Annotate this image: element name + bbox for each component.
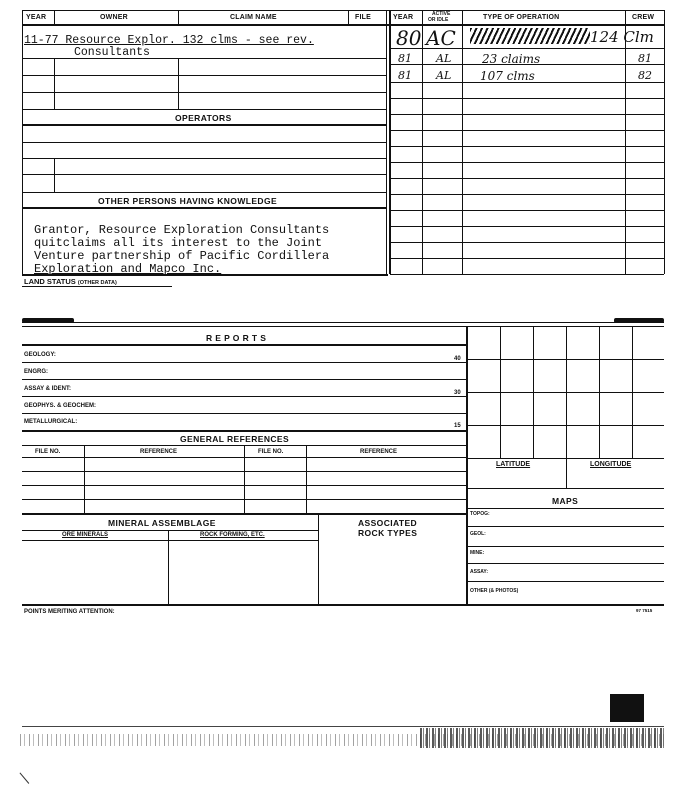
activity-operation: 124 Clm xyxy=(590,28,654,46)
points-meriting-attention-label: POINTS MERITING ATTENTION: xyxy=(24,609,115,615)
map-label: TOPOG: xyxy=(470,511,490,517)
header-file: FILE xyxy=(355,14,371,21)
scribble-strikeout xyxy=(470,28,590,44)
map-label: OTHER (& PHOTOS) xyxy=(470,588,519,594)
report-code: 30 xyxy=(454,390,461,396)
activity-crew: 81 xyxy=(638,52,652,65)
maps-heading: MAPS xyxy=(552,496,579,506)
activity-year: 81 xyxy=(398,52,412,65)
scan-black-mark xyxy=(610,694,644,722)
mineral-assemblage-heading: MINERAL ASSEMBLAGE xyxy=(108,518,216,528)
report-label: GEOPHYS. & GEOCHEM: xyxy=(24,403,97,409)
owner-entry-line1: 11-77 Resource Explor. 132 clms - see rev. xyxy=(24,34,314,47)
map-label: GEOL: xyxy=(470,531,486,537)
activity-crew: 82 xyxy=(638,69,652,82)
report-code: 15 xyxy=(454,423,461,429)
activity-year: 81 xyxy=(398,69,412,82)
scan-stray-mark xyxy=(19,762,41,784)
header-crew: CREW xyxy=(632,14,655,21)
header-owner: OWNER xyxy=(100,14,128,21)
col-file-no: FILE NO. xyxy=(35,449,61,455)
form-number: 97 7515 xyxy=(636,608,653,613)
activity-status: AC xyxy=(426,26,456,50)
header-claim-name: CLAIM NAME xyxy=(230,14,277,21)
col-reference: REFERENCE xyxy=(360,449,398,455)
other-persons-heading: OTHER PERSONS HAVING KNOWLEDGE xyxy=(98,196,278,206)
activity-year: 80 xyxy=(396,26,422,50)
report-code: 40 xyxy=(454,356,461,362)
rock-forming-label: ROCK FORMING, ETC. xyxy=(200,532,265,538)
reports-heading: R E P O R T S xyxy=(206,333,267,343)
header-year-activity: YEAR xyxy=(393,14,414,21)
knowledge-line: Venture partnership of Pacific Cordillera xyxy=(34,249,330,263)
land-status-text: LAND STATUS xyxy=(24,277,76,286)
activity-status: AL xyxy=(436,52,452,65)
land-status-label xyxy=(24,277,117,286)
header-type-of-operation: TYPE OF OPERATION xyxy=(483,14,560,21)
longitude-label: LONGITUDE xyxy=(590,461,632,468)
general-references-heading: GENERAL REFERENCES xyxy=(180,434,290,444)
owner-entry-line2: Consultants xyxy=(74,46,150,59)
rock-types-heading: ROCK TYPES xyxy=(358,528,418,538)
report-label: ENGRG: xyxy=(24,369,48,375)
latitude-label: LATITUDE xyxy=(496,461,531,468)
col-reference: REFERENCE xyxy=(140,449,178,455)
knowledge-line: Grantor, Resource Exploration Consultants xyxy=(34,223,330,237)
header-or-idle: OR IDLE xyxy=(428,17,449,23)
land-status-sub: (OTHER DATA) xyxy=(77,280,117,286)
knowledge-line: quitclaims all its interest to the Joint xyxy=(34,236,323,250)
report-label: ASSAY & IDENT: xyxy=(24,386,72,392)
ore-minerals-label: ORE MINERALS xyxy=(62,532,109,538)
map-label: MINE: xyxy=(470,550,485,556)
report-label: METALLURGICAL: xyxy=(24,419,78,425)
map-label: ASSAY: xyxy=(470,569,489,575)
scan-noise-dense xyxy=(420,728,664,748)
activity-operation: 107 clms xyxy=(480,69,535,83)
associated-heading: ASSOCIATED xyxy=(358,518,418,528)
operators-heading: OPERATORS xyxy=(175,113,232,123)
activity-operation: 23 claims xyxy=(482,52,541,66)
col-file-no: FILE NO. xyxy=(258,449,284,455)
knowledge-line: Exploration and Mapco Inc. xyxy=(34,262,222,276)
header-year: YEAR xyxy=(26,14,47,21)
activity-status: AL xyxy=(436,69,452,82)
header-active: ACTIVE xyxy=(432,11,451,17)
report-label: GEOLOGY: xyxy=(24,352,56,358)
